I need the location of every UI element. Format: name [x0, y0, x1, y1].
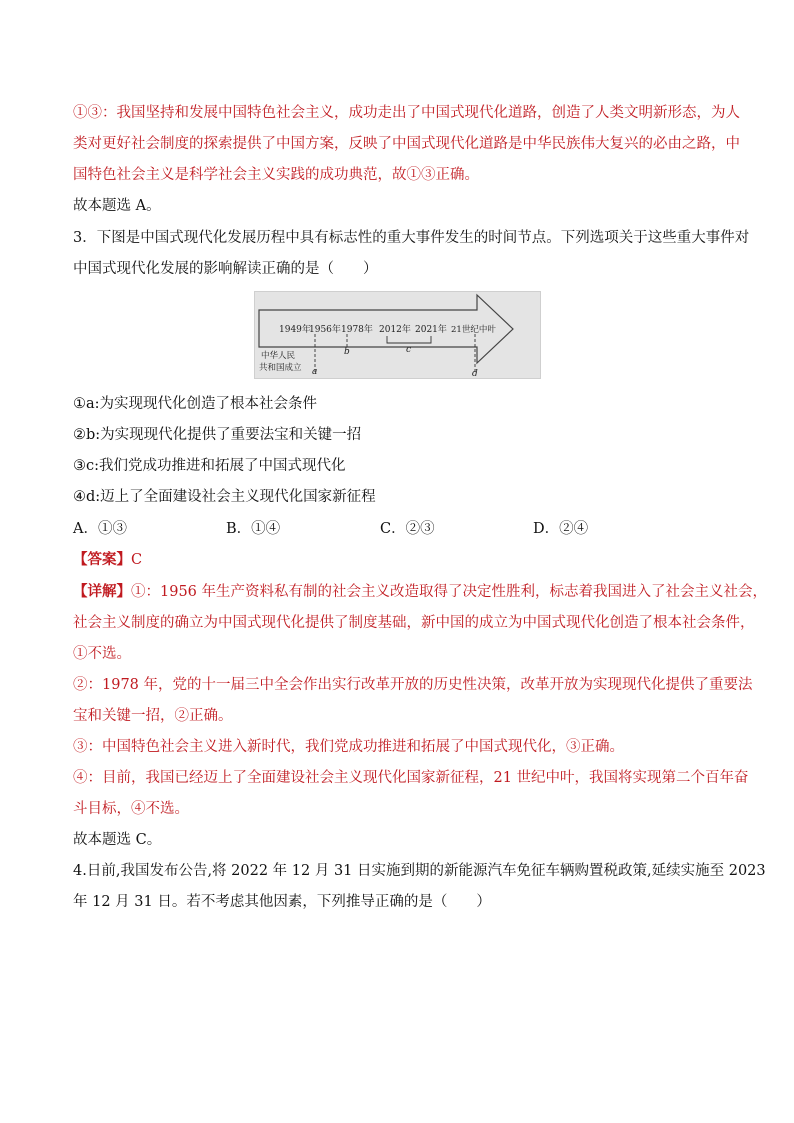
- analysis-line: ①③：我国坚持和发展中国特色社会主义，成功走出了中国式现代化道路，创造了人类文明新形态，为人: [73, 105, 740, 121]
- year-label: 1978年: [341, 325, 373, 335]
- answer-tag: 【答案】: [73, 551, 131, 568]
- detail-line: [73, 582, 767, 602]
- analysis-line: 国特色社会主义是科学社会主义实践的成功典范，故①③正确。: [73, 167, 479, 183]
- detail-line: ①不选。: [73, 646, 131, 662]
- question-stem: 中国式现代化发展的影响解读正确的是（ ）: [73, 261, 378, 277]
- year-label: 21世纪中叶: [451, 325, 496, 335]
- detail-line: ②：1978 年，党的十一届三中全会作出实行改革开放的历史性决策，改革开放为实现现代化提供了重要法: [73, 677, 753, 693]
- statement: ④d:迈上了全面建设社会主义现代化国家新征程: [73, 489, 376, 505]
- timeline-figure: [254, 291, 541, 379]
- detail-line: 斗目标，④不选。: [73, 801, 189, 817]
- year-label: 1949年: [279, 325, 311, 335]
- detail-line: ④：目前，我国已经迈上了全面建设社会主义现代化国家新征程，21 世纪中叶，我国将实现第二个百年奋: [73, 770, 749, 786]
- mark-label: d: [472, 369, 478, 378]
- detail-tag: 【详解】: [73, 583, 131, 600]
- detail-line: 宝和关键一招，②正确。: [73, 708, 233, 724]
- origin-label: 中华人民: [261, 351, 296, 361]
- statement: ①a:为实现现代化创造了根本社会条件: [73, 396, 318, 412]
- option-b: B．①④: [226, 521, 281, 537]
- detail-line: 社会主义制度的确立为中国式现代化提供了制度基础，新中国的成立为中国式现代化创造了根本社会条件，: [73, 615, 755, 631]
- analysis-line: 类对更好社会制度的探索提供了中国方案，反映了中国式现代化道路是中华民族伟大复兴的必由之路，中: [73, 136, 740, 152]
- option-a: A．①③: [73, 521, 127, 537]
- conclusion: 故本题选 C。: [73, 832, 162, 848]
- answer-line: [73, 550, 142, 570]
- option-c: C．②③: [380, 521, 435, 537]
- mark-label: c: [406, 345, 412, 355]
- mark-label: b: [344, 347, 350, 357]
- statement: ③c:我们党成功推进和拓展了中国式现代化: [73, 458, 346, 474]
- option-d: D．②④: [533, 521, 589, 537]
- origin-label: 共和国成立: [259, 363, 302, 373]
- statement: ②b:为实现现代化提供了重要法宝和关键一招: [73, 427, 362, 443]
- answer-value: C: [131, 552, 143, 568]
- question-stem: 年 12 月 31 日。若不考虑其他因素，下列推导正确的是（ ）: [73, 894, 491, 910]
- detail-line: ③：中国特色社会主义进入新时代，我们党成功推进和拓展了中国式现代化，③正确。: [73, 739, 624, 755]
- prev-conclusion: 故本题选 A。: [73, 198, 161, 214]
- year-label: 2012年: [379, 325, 411, 335]
- year-label: 1956年: [309, 325, 341, 335]
- mark-label: a: [312, 367, 318, 377]
- detail-text: ①：1956 年生产资料私有制的社会主义改造取得了决定性胜利，标志着我国进入了社会主义社会，: [131, 584, 768, 600]
- year-label: 2021年: [415, 325, 447, 335]
- question-stem: 3．下图是中国式现代化发展历程中具有标志性的重大事件发生的时间节点。下列选项关于这些重大事件对: [73, 230, 750, 246]
- timeline-arrow: [255, 292, 540, 378]
- question-stem: 4.日前,我国发布公告,将 2022 年 12 月 31 日实施到期的新能源汽车免征车辆购置税政策,延续实施至 2023: [73, 863, 766, 879]
